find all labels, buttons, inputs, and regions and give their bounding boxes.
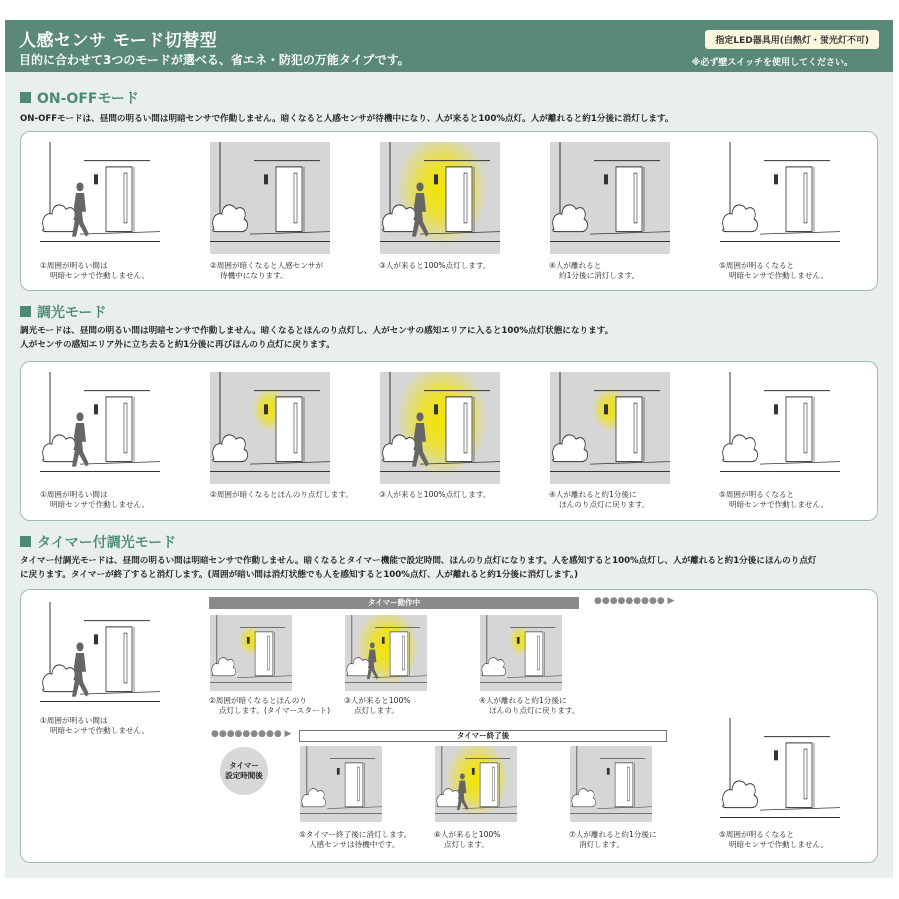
section-title-timer bbox=[20, 532, 176, 552]
caption-line: ③人が来ると100% bbox=[344, 696, 411, 705]
caption-line: ⑤タイマー終了後に消灯します。 bbox=[299, 830, 412, 839]
section-marker-icon bbox=[20, 92, 31, 103]
caption-line: 点灯します。(タイマースタート) bbox=[219, 706, 331, 715]
caption-line: 明暗センサで作動しません。 bbox=[729, 500, 829, 509]
onoff-scene-1 bbox=[40, 142, 160, 254]
onoff-scene-3 bbox=[380, 142, 500, 254]
wall-switch-note: ※必ず壁スイッチを使用してください。 bbox=[691, 58, 853, 68]
timer-scene-2 bbox=[210, 615, 292, 691]
dimming-caption-4 bbox=[549, 490, 650, 510]
onoff-caption-2 bbox=[210, 261, 323, 281]
timer-scene-4 bbox=[480, 615, 562, 691]
section-title-text: 調光モード bbox=[37, 305, 107, 321]
timer-active-dots: ●●●●●●●●● ▶ bbox=[594, 596, 675, 606]
section-title-text: タイマー付調光モード bbox=[37, 535, 177, 551]
section-title-onoff bbox=[20, 88, 139, 108]
timer-scene-3 bbox=[345, 615, 427, 691]
led-only-badge: 指定LED器具用(白熱灯・蛍光灯不可) bbox=[705, 30, 879, 49]
timer-caption-5 bbox=[299, 830, 411, 850]
scene-illustration bbox=[40, 142, 160, 254]
timer-caption-6 bbox=[434, 830, 501, 850]
scene-illustration bbox=[380, 372, 500, 484]
caption-line: 明暗センサで作動しません。 bbox=[50, 500, 150, 509]
caption-line: ⑥人が来ると100% bbox=[434, 830, 501, 839]
onoff-scene-5 bbox=[720, 142, 840, 254]
caption-line: ④人が離れると bbox=[549, 261, 602, 270]
caption-line: ①周囲が明るい間は bbox=[40, 490, 108, 499]
dimming-caption-5 bbox=[719, 490, 828, 510]
timer-caption-2 bbox=[209, 696, 330, 716]
scene-illustration bbox=[720, 372, 840, 484]
scene-illustration bbox=[480, 615, 562, 691]
timer-scene-5 bbox=[300, 746, 382, 822]
caption-line: ⑤周囲が明るくなると bbox=[719, 261, 795, 270]
timer-caption-1 bbox=[40, 716, 149, 736]
timer-caption-3 bbox=[344, 696, 411, 716]
scene-illustration bbox=[210, 372, 330, 484]
scene-illustration bbox=[435, 746, 517, 822]
scene-illustration bbox=[380, 142, 500, 254]
scene-illustration bbox=[570, 746, 652, 822]
caption-line: 明暗センサで作動しません。 bbox=[50, 271, 150, 280]
caption-line: ④人が離れると約1分後に bbox=[549, 490, 637, 499]
caption-line: 人感センサは待機中です。 bbox=[309, 840, 400, 849]
scene-illustration bbox=[550, 142, 670, 254]
timer-circle-line1: タイマー bbox=[229, 761, 259, 770]
dimming-scene-4 bbox=[550, 372, 670, 484]
section-title-dimming bbox=[20, 302, 106, 322]
onoff-scene-2 bbox=[210, 142, 330, 254]
caption-line: 明暗センサで作動しません。 bbox=[729, 840, 829, 849]
caption-line: ②周囲が暗くなると人感センサが bbox=[210, 261, 324, 270]
timer-scene-6 bbox=[435, 746, 517, 822]
timer-setting-circle bbox=[220, 747, 268, 795]
scene-illustration bbox=[40, 372, 160, 484]
scene-illustration bbox=[210, 615, 292, 691]
dimming-caption-2 bbox=[210, 490, 353, 500]
timer-scene-7 bbox=[570, 746, 652, 822]
timer-scene-8 bbox=[720, 718, 840, 830]
timer-end-dots: ●●●●●●●●● ▶ bbox=[211, 729, 292, 739]
scene-illustration bbox=[720, 142, 840, 254]
scene-illustration bbox=[550, 372, 670, 484]
section-desc-dimming-1: 調光モードは、昼間の明るい間は明暗センサで作動しません。暗くなるとほんのり点灯し、人がセンサの感知エリアに入ると100%点灯状態になります。 bbox=[20, 326, 614, 336]
header-banner bbox=[5, 20, 893, 72]
timer-active-bar: タイマー動作中 bbox=[209, 597, 579, 609]
section-desc-dimming-2: 人がセンサの感知エリア外に立ち去ると約1分後に再びほんのり点灯に戻ります。 bbox=[20, 340, 335, 350]
timer-end-bar: タイマー終了後 bbox=[299, 730, 667, 742]
dimming-scene-3 bbox=[380, 372, 500, 484]
caption-line: 点灯します。 bbox=[354, 706, 399, 715]
timer-caption-4 bbox=[479, 696, 580, 716]
caption-line: 点灯します。 bbox=[444, 840, 489, 849]
caption-line: ②周囲が暗くなるとほんのり点灯します。 bbox=[210, 490, 353, 499]
dimming-scene-1 bbox=[40, 372, 160, 484]
caption-line: ⑤周囲が明るくなると bbox=[719, 490, 795, 499]
caption-line: ほんのり点灯に戻ります。 bbox=[489, 706, 580, 715]
caption-line: ⑦人が離れると約1分後に bbox=[569, 830, 657, 839]
section-title-text: ON-OFFモード bbox=[37, 91, 139, 107]
onoff-caption-1 bbox=[40, 261, 149, 281]
caption-line: ⑤周囲が明るくなると bbox=[719, 830, 795, 839]
page-subtitle: 目的に合わせて3つのモードが選べる、省エネ・防犯の万能タイプです。 bbox=[19, 53, 410, 67]
timer-caption-7 bbox=[569, 830, 657, 850]
section-desc-timer-1: タイマー付調光モードは、昼間の明るい間は明暗センサで作動しません。暗くなるとタイマー機能で設定時間、ほんのり点灯になります。人を感知すると100%点灯し、人が離れると約1分後にほんのり点灯 bbox=[20, 556, 817, 566]
caption-line: ほんのり点灯に戻ります。 bbox=[559, 500, 650, 509]
dimming-scene-2 bbox=[210, 372, 330, 484]
page-title: 人感センサ モード切替型 bbox=[19, 31, 218, 51]
onoff-caption-3 bbox=[379, 261, 490, 271]
caption-line: 明暗センサで作動しません。 bbox=[50, 726, 150, 735]
dimming-caption-3 bbox=[379, 490, 490, 500]
caption-line: 約1分後に消灯します。 bbox=[559, 271, 640, 280]
scene-illustration bbox=[345, 615, 427, 691]
timer-circle-line2: 設定時間後 bbox=[225, 771, 263, 780]
dimming-scene-5 bbox=[720, 372, 840, 484]
onoff-caption-4 bbox=[549, 261, 639, 281]
caption-line: 待機中になります。 bbox=[220, 271, 288, 280]
onoff-caption-5 bbox=[719, 261, 828, 281]
section-desc-timer-2: に戻ります。タイマーが終了すると消灯します。(周囲が暗い間は消灯状態でも人を感知すると100%点灯、人が離れると約1分後に消灯します。) bbox=[20, 570, 579, 580]
scene-illustration bbox=[720, 718, 840, 830]
caption-line: ①周囲が明るい間は bbox=[40, 716, 108, 725]
section-marker-icon bbox=[20, 536, 31, 547]
caption-line: ④人が離れると約1分後に bbox=[479, 696, 567, 705]
caption-line: ②周囲が暗くなるとほんのり bbox=[209, 696, 307, 705]
scene-illustration bbox=[40, 602, 160, 714]
section-marker-icon bbox=[20, 306, 31, 317]
dimming-caption-1 bbox=[40, 490, 149, 510]
caption-line: ①周囲が明るい間は bbox=[40, 261, 108, 270]
timer-scene-1 bbox=[40, 602, 160, 714]
section-desc-onoff: ON-OFFモードは、昼間の明るい間は明暗センサで作動しません。暗くなると人感センサが待機中になり、人が来ると100%点灯。人が離れると約1分後に消灯します。 bbox=[20, 114, 674, 124]
caption-line: 消灯します。 bbox=[579, 840, 624, 849]
caption-line: 明暗センサで作動しません。 bbox=[729, 271, 829, 280]
timer-caption-8 bbox=[719, 830, 828, 850]
onoff-scene-4 bbox=[550, 142, 670, 254]
scene-illustration bbox=[210, 142, 330, 254]
caption-line: ③人が来ると100%点灯します。 bbox=[379, 261, 491, 270]
caption-line: ③人が来ると100%点灯します。 bbox=[379, 490, 491, 499]
scene-illustration bbox=[300, 746, 382, 822]
